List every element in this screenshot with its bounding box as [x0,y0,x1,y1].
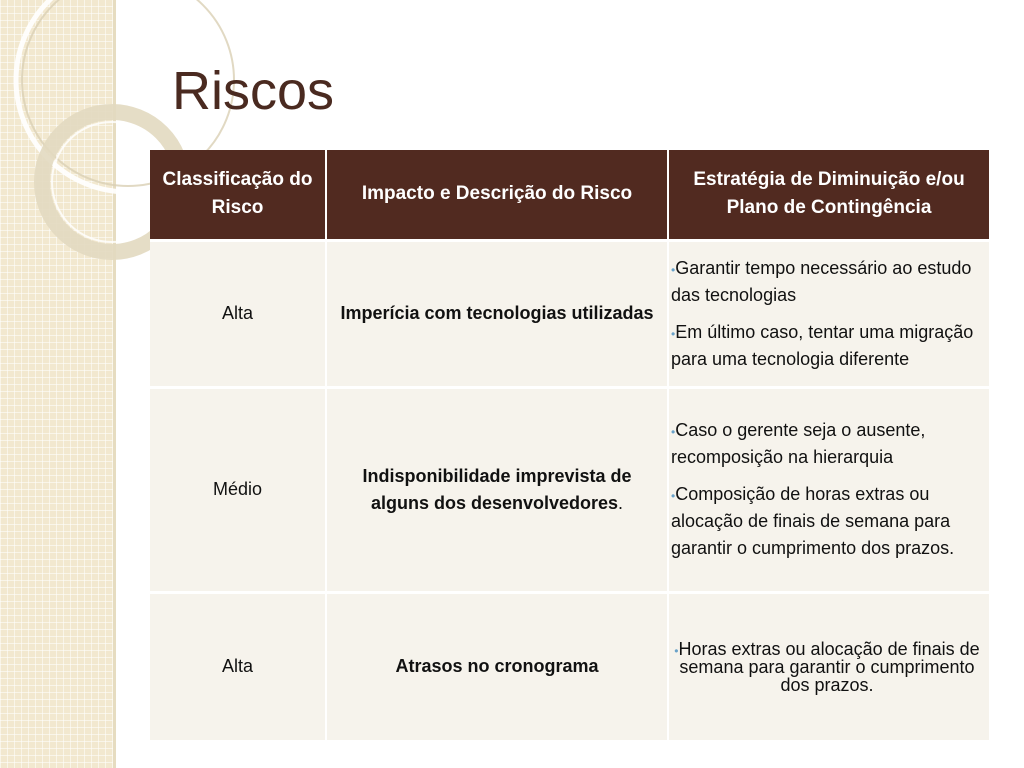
bullet-icon: • [671,262,676,277]
risk-impact: Indisponibilidade imprevista de alguns dos desenvolvedores. [326,387,668,592]
risk-impact: Atrasos no cronograma [326,592,668,740]
bullet-icon: • [671,326,676,341]
strategy-item: •Garantir tempo necessário ao estudo das tecnologias [671,257,972,305]
header-strategy: Estratégia de Diminuição e/ou Plano de Contingência [668,150,989,240]
strategy-item: •Caso o gerente seja o ausente, recomposição na hierarquia [671,420,926,467]
table-header-row [150,150,989,240]
risk-classification: Alta [150,592,326,740]
bullet-icon: • [671,425,676,439]
strategy-item: •Horas extras ou alocação de finais de semana para garantir o cumprimento dos prazos. [674,638,980,695]
strategy-item: •Em último caso, tentar uma migração para uma tecnologia diferente [671,321,974,369]
strategy-item: •Composição de horas extras ou alocação de finais de semana para garantir o cumprimento dos prazos. [671,484,955,558]
table-row [150,387,989,592]
table-row [150,592,989,740]
risk-strategy [668,592,989,740]
risk-strategy [668,387,989,592]
bullet-icon: • [671,489,676,503]
risk-table [150,150,989,740]
risk-impact: Imperícia com tecnologias utilizadas [326,240,668,387]
page-title: Riscos [172,61,335,121]
bullet-icon: • [674,643,679,658]
risk-classification: Alta [150,240,326,387]
table-row [150,240,989,387]
header-classification: Classificação do Risco [150,150,326,240]
risk-strategy [668,240,989,387]
risk-classification: Médio [150,387,326,592]
header-impact: Impacto e Descrição do Risco [326,150,668,240]
